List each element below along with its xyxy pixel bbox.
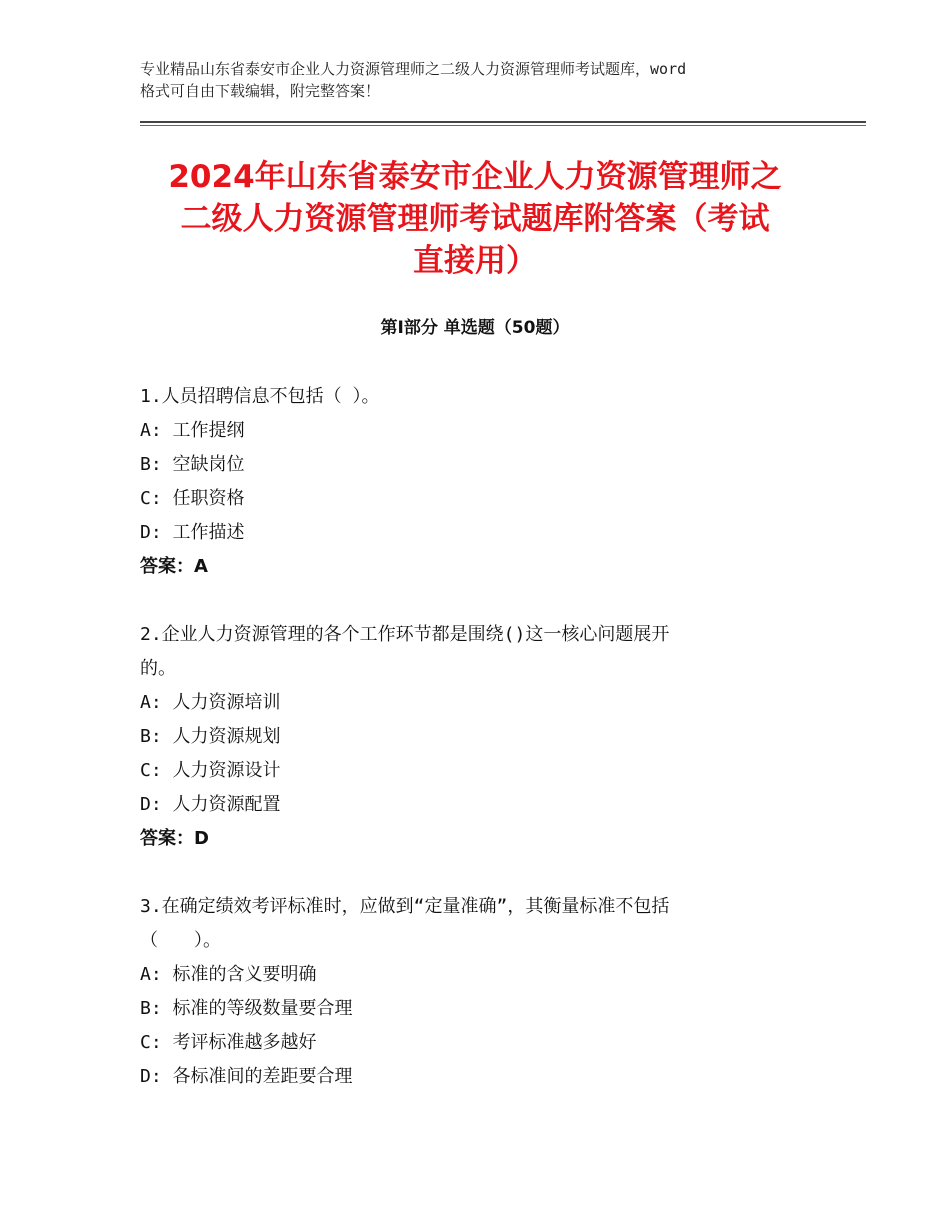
question-3-option-b: B: 标准的等级数量要合理 xyxy=(140,998,353,1019)
question-1-option-a: A: 工作提纲 xyxy=(140,420,245,441)
question-3-option-c: C: 考评标准越多越好 xyxy=(140,1032,317,1053)
document-title xyxy=(140,156,810,282)
question-2-option-c: C: 人力资源设计 xyxy=(140,760,281,781)
question-1-option-c: C: 任职资格 xyxy=(140,488,245,509)
question-3-option-a: A: 标准的含义要明确 xyxy=(140,964,317,985)
question-3-stem-line-2: （ ）。 xyxy=(140,930,221,951)
question-1-option-d: D: 工作描述 xyxy=(140,522,245,543)
document-title-line-1: 2024年山东省泰安市企业人力资源管理师之 xyxy=(168,159,782,195)
question-2-stem-line-1: 2.企业人力资源管理的各个工作环节都是围绕()这一核心问题展开 xyxy=(140,624,670,645)
question-2-answer: 答案：D xyxy=(140,828,209,849)
question-2-option-b: B: 人力资源规划 xyxy=(140,726,281,747)
question-3-stem-line-1: 3.在确定绩效考评标准时，应做到“定量准确”，其衡量标准不包括 xyxy=(140,896,670,917)
document-title-line-3: 直接用） xyxy=(413,243,537,279)
header-note-line-1: 专业精品山东省泰安市企业人力资源管理师之二级人力资源管理师考试题库，word xyxy=(140,60,687,78)
question-1-option-b: B: 空缺岗位 xyxy=(140,454,245,475)
question-2-option-d: D: 人力资源配置 xyxy=(140,794,281,815)
header-note xyxy=(140,58,840,102)
document-title-line-2: 二级人力资源管理师考试题库附答案（考试 xyxy=(180,201,770,237)
header-divider-thick xyxy=(140,121,866,123)
question-1-answer: 答案：A xyxy=(140,556,208,577)
question-2-option-a: A: 人力资源培训 xyxy=(140,692,281,713)
header-divider-thin xyxy=(140,125,866,126)
question-1-stem: 1.人员招聘信息不包括（ ）。 xyxy=(140,386,380,407)
header-note-line-2: 格式可自由下载编辑，附完整答案！ xyxy=(140,82,381,100)
question-2-stem-line-2: 的。 xyxy=(140,658,176,679)
section-title: 第Ⅰ部分 单选题（50题） xyxy=(380,318,570,338)
question-3-option-d: D: 各标准间的差距要合理 xyxy=(140,1066,353,1087)
